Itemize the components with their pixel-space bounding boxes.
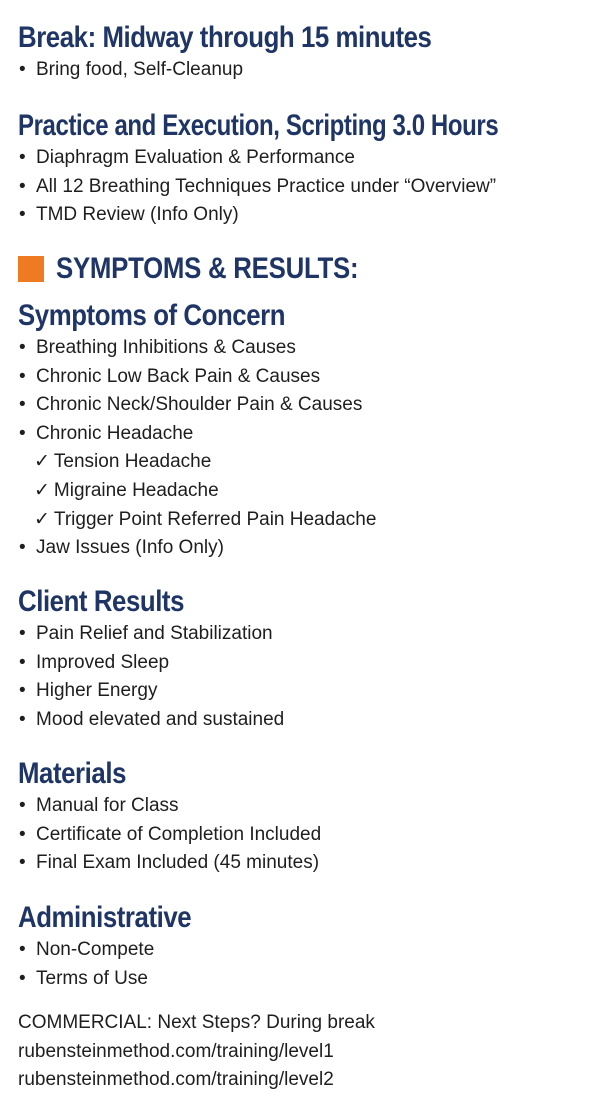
symptoms-results-heading: SYMPTOMS & RESULTS: — [18, 251, 408, 287]
client-results-section — [18, 584, 284, 734]
list-item: • Chronic Neck/Shoulder Pain & Causes — [18, 391, 376, 420]
break-list — [18, 56, 499, 85]
list-item: • Jaw Issues (Info Only) — [18, 534, 376, 563]
break-heading: Break: Midway through 15 minutes — [18, 21, 432, 54]
list-item: • All 12 Breathing Techniques Practice under “Overview” — [18, 173, 596, 202]
materials-section — [18, 756, 321, 878]
client-results-heading: Client Results — [18, 585, 185, 618]
practice-section — [18, 108, 596, 230]
list-item: • TMD Review (Info Only) — [18, 201, 596, 230]
list-item: • Certificate of Completion Included — [18, 821, 321, 850]
list-item: • Terms of Use — [18, 965, 219, 994]
list-item: • Chronic Low Back Pain & Causes — [18, 363, 376, 392]
check-item: ✓ Migraine Headache — [34, 479, 219, 501]
list-item: • Mood elevated and sustained — [18, 706, 284, 735]
concern-list — [18, 334, 376, 563]
checkmark-icon: ✓ — [34, 479, 50, 501]
checkmark-icon: ✓ — [34, 451, 50, 473]
materials-heading: Materials — [18, 757, 126, 790]
list-item: • Bring food, Self-Cleanup — [18, 56, 499, 85]
commercial-text: COMMERCIAL: Next Steps? During break — [18, 1012, 375, 1033]
client-results-list — [18, 620, 284, 734]
list-item: • Non-Compete — [18, 936, 219, 965]
administrative-list — [18, 936, 219, 993]
administrative-section — [18, 900, 219, 993]
checkmark-icon: ✓ — [34, 508, 50, 530]
practice-list — [18, 144, 596, 230]
materials-list — [18, 792, 321, 878]
list-item: • Chronic Headache — [18, 420, 376, 449]
concern-heading: Symptoms of Concern — [18, 299, 286, 332]
check-item: ✓ Tension Headache — [34, 451, 212, 473]
list-item: • Pain Relief and Stabilization — [18, 620, 284, 649]
level2-link[interactable]: rubensteinmethod.com/training/level2 — [18, 1069, 334, 1091]
list-item: • Diaphragm Evaluation & Performance — [18, 144, 596, 173]
break-section — [18, 20, 499, 85]
level1-link[interactable]: rubensteinmethod.com/training/level1 — [18, 1040, 334, 1062]
list-item: • Final Exam Included (45 minutes) — [18, 849, 321, 878]
concern-section — [18, 298, 376, 563]
footer-section — [18, 1009, 375, 1095]
check-item: ✓ Trigger Point Referred Pain Headache — [34, 508, 377, 530]
practice-heading: Practice and Execution, Scripting 3.0 Hours — [18, 109, 499, 142]
list-item: • Higher Energy — [18, 677, 284, 706]
list-item: • Breathing Inhibitions & Causes — [18, 334, 376, 363]
orange-square-icon — [18, 256, 44, 282]
administrative-heading: Administrative — [18, 901, 192, 934]
symptoms-results-section — [18, 251, 408, 287]
list-item: • Manual for Class — [18, 792, 321, 821]
list-item: • Improved Sleep — [18, 649, 284, 678]
